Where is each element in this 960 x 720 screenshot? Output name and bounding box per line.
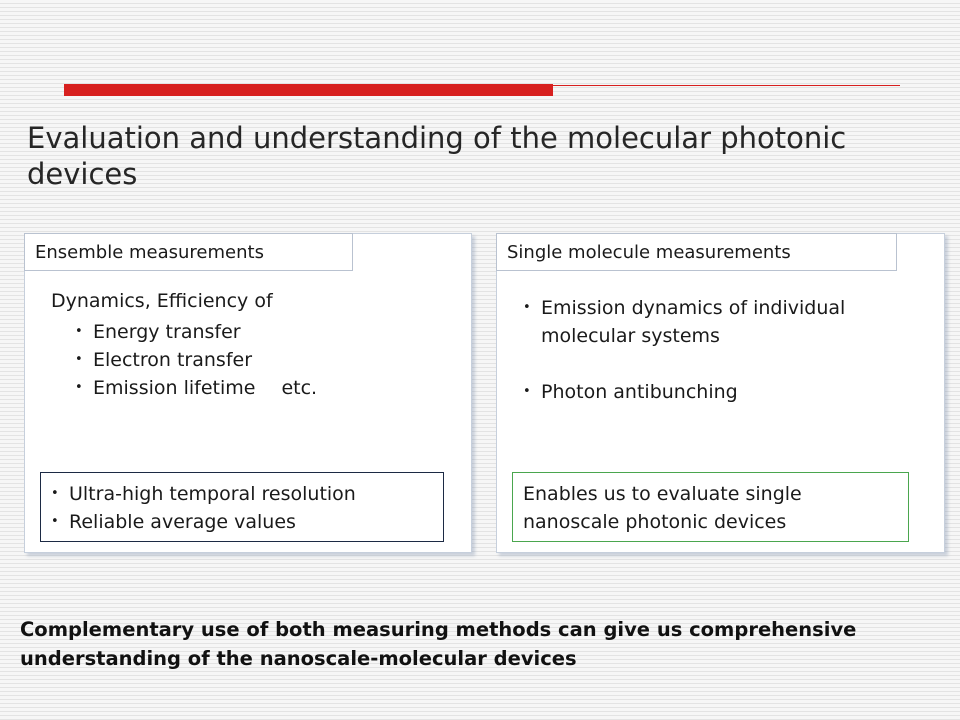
bullet-icon: • xyxy=(51,486,59,501)
title-accent-line xyxy=(553,85,900,86)
ensemble-panel xyxy=(24,233,472,553)
list-item xyxy=(523,378,933,406)
single-molecule-heading: Single molecule measurements xyxy=(496,233,897,271)
bullet-icon: • xyxy=(75,324,83,339)
list-item-text: Photon antibunching xyxy=(541,381,738,403)
list-item xyxy=(75,318,317,346)
ensemble-heading: Ensemble measurements xyxy=(24,233,353,271)
list-item-text: Energy transfer xyxy=(93,321,241,343)
list-item xyxy=(51,480,433,508)
list-item-text: Ultra-high temporal resolution xyxy=(69,483,356,505)
ensemble-lead: Dynamics, Efficiency of xyxy=(51,290,273,312)
ensemble-list xyxy=(75,318,317,402)
bullet-icon: • xyxy=(75,352,83,367)
list-item-text: Electron transfer xyxy=(93,349,253,371)
list-item xyxy=(75,374,317,402)
bullet-icon: • xyxy=(523,300,531,315)
list-item-text: Emission dynamics of individual molecular systems xyxy=(541,297,846,347)
ensemble-note-box xyxy=(40,472,444,542)
list-item xyxy=(75,346,317,374)
bullet-icon: • xyxy=(51,514,59,529)
single-molecule-panel xyxy=(496,233,945,553)
conclusion-text: Complementary use of both measuring methods can give us comprehensive understanding of the nanoscale-molecular devices xyxy=(20,618,857,670)
bullet-icon: • xyxy=(75,380,83,395)
etc-label: etc. xyxy=(281,377,318,399)
title-accent-bar xyxy=(64,84,553,96)
single-molecule-list xyxy=(523,294,933,406)
list-item xyxy=(51,508,433,536)
bullet-icon: • xyxy=(523,384,531,399)
list-item xyxy=(523,294,933,350)
slide-title: Evaluation and understanding of the molecular photonic devices xyxy=(27,121,847,191)
list-item-text: Emission lifetime xyxy=(93,377,256,399)
ensemble-note-list xyxy=(51,480,433,536)
single-molecule-note-box: Enables us to evaluate single nanoscale photonic devices xyxy=(512,472,909,542)
list-item-text: Reliable average values xyxy=(69,511,296,533)
